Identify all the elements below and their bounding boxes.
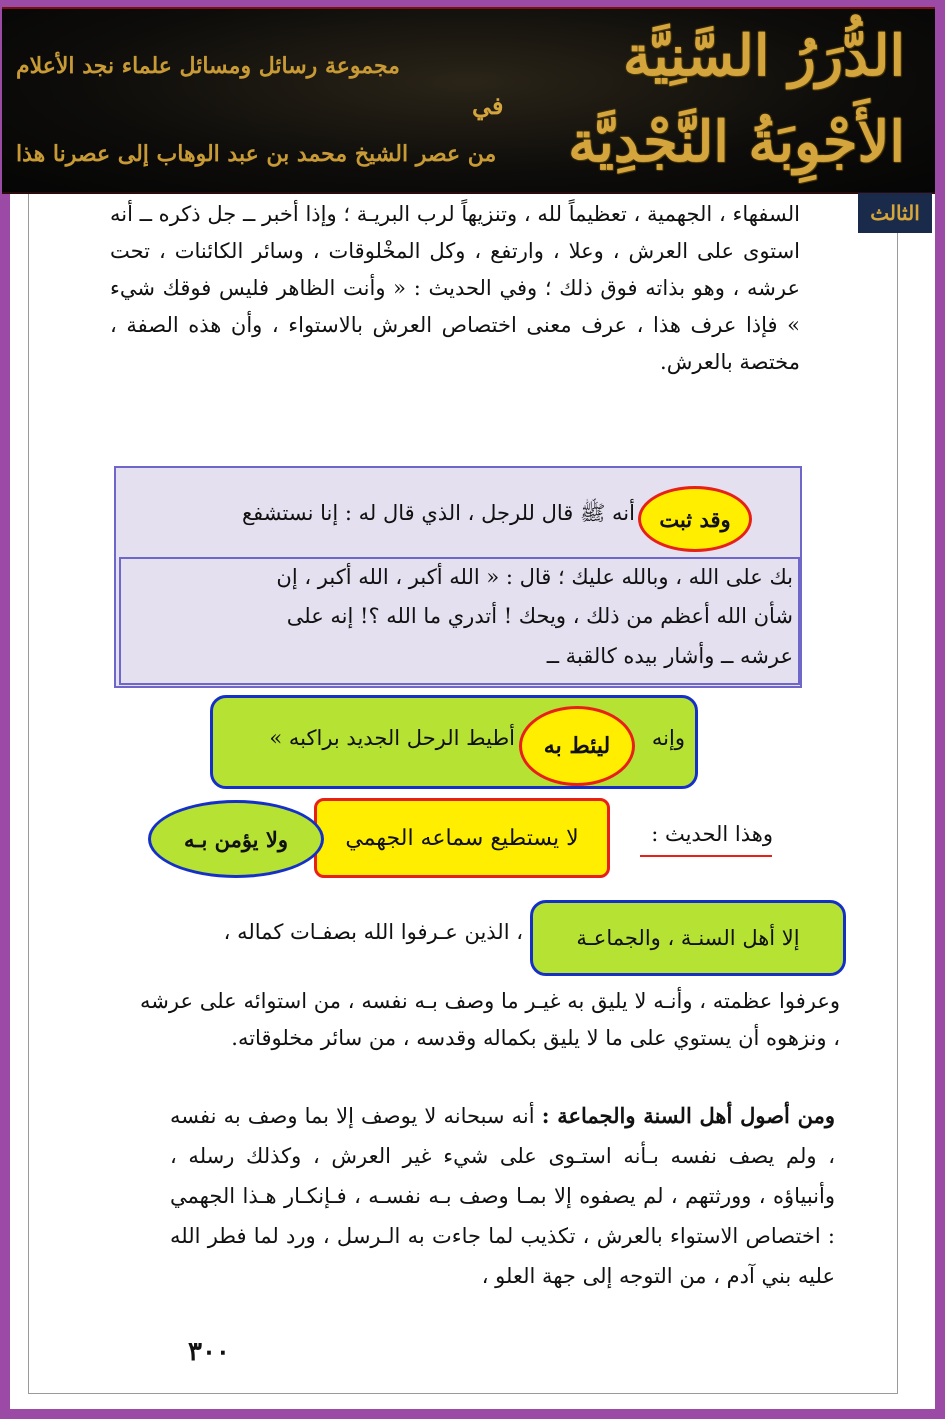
- paragraph-1: السفهاء ، الجهمية ، تعظيماً لله ، وتنزيهاً لرب البريـة ؛ وإذا أخبر ــ جل ذكره ــ أنه استوى على العرش ، وعلا ، وارتفع ، وكل المخْلوقات ، وسائر الكائنات ، تحت عرشه ، وهو بذاته فوق ذلك ؛ وفي الحديث : « وأنت الظاهر فليس فوقك شيء » فإذا عرف هذا ، عرف معنى اختصاص العرش بالاستواء ، وأن هذه الصفة ، مختصة بالعرش.: [110, 202, 800, 374]
- oval-la-yumin: ولا يؤمن بـه: [148, 800, 324, 878]
- subtitle-1: مجموعة رسائل ومسائل علماء نجد الأعلام: [16, 53, 400, 79]
- sunnah-line-rest: ، الذين عـرفوا الله بصفـات كماله ،: [223, 920, 523, 944]
- hadith-line-2: بك على الله ، وبالله عليك ؛ قال : « الله أكبر ، الله أكبر ، إن: [276, 565, 793, 589]
- label-underline: [640, 855, 772, 857]
- highlight-oval-ya-it: ليئط به: [519, 706, 635, 786]
- hadith-line-1: أنه ﷺ قال للرجل ، الذي قال له : إنا نستشفع: [241, 501, 635, 525]
- title-connector: في: [472, 91, 504, 120]
- pill-ya-it-before: وإنه: [651, 726, 685, 750]
- hadith-statement-label: وهذا الحديث :: [651, 822, 773, 846]
- subtitle-2: من عصر الشيخ محمد بن عبد الوهاب إلى عصرنا هذا: [16, 141, 497, 167]
- box-la-yastati: لا يستطيع سماعه الجهمي: [314, 798, 610, 878]
- volume-tab: الثالث: [858, 193, 932, 233]
- paragraph-3-text: أنه سبحانه لا يوصف إلا بما وصف به نفسه ، ولم يصف نفسه بـأنه استـوى على شيء غير العرش ، وكذلك رسله ، وأنبياؤه ، وورثتهم ، لم يصفوه إلا بمـا وصف بـه نفسـه ، فـإنكـار هـذا الجهمي : اختصاص الاستواء بالعرش ، تكذيب لما جاءت به الـرسل ، ورد لما فطر الله عليه بني آدم ، من التوجه إلى جهة العلو ،: [170, 1104, 835, 1288]
- paragraph-3-heading: ومن أصول أهل السنة والجماعة :: [541, 1103, 835, 1128]
- hadith-line-4: عرشه ــ وأشار بيده كالقبة ــ: [546, 644, 793, 668]
- title-line-1: الدُّرَرُ السَّنِيَّة: [623, 23, 905, 89]
- page-number: ٣٠٠: [188, 1337, 230, 1367]
- paragraph-3: [170, 1096, 835, 1296]
- book-title-banner: [2, 7, 935, 194]
- hadith-line-3: شأن الله أعظم من ذلك ، ويحك ! أتدري ما الله ؟! إنه على: [286, 604, 793, 628]
- pill-ya-it-after: أطيط الرحل الجديد براكبه »: [269, 726, 515, 750]
- box-ahl-sunnah: إلا أهل السنـة ، والجماعـة: [530, 900, 846, 976]
- highlight-oval-waqad-thabat: وقد ثبت: [638, 486, 752, 552]
- paragraph-2: وعرفوا عظمته ، وأنـه لا يليق به غيـر ما وصف بـه نفسه ، من استوائه على عرشه ، ونزهوه أن يستوي على ما لا يليق بكماله وقدسه ، من سائر مخلوقاته.: [140, 989, 840, 1050]
- title-line-2: الأَجْوِبَةُ النَّجْدِيَّة: [568, 109, 905, 175]
